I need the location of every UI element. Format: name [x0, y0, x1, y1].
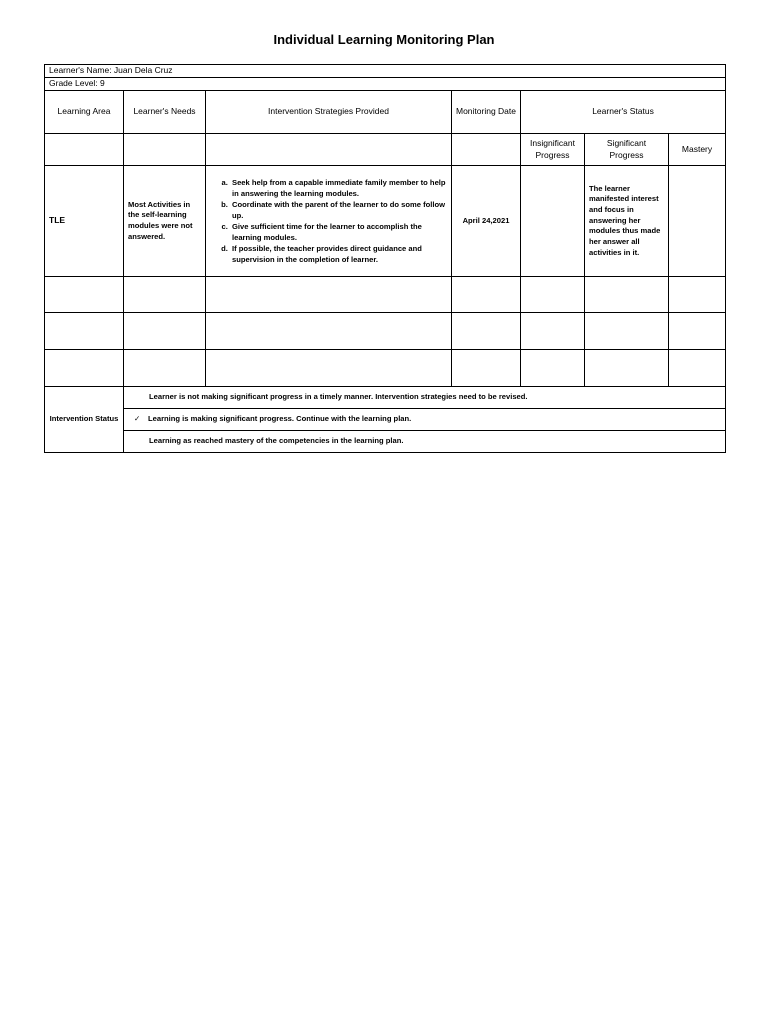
header-row — [45, 91, 726, 134]
strategies-list — [210, 177, 447, 265]
empty-cell — [45, 313, 124, 350]
subheader-empty-2 — [124, 134, 206, 166]
empty-cell — [45, 350, 124, 387]
monitoring-plan-table — [44, 64, 726, 453]
intervention-status-row — [45, 409, 726, 431]
empty-cell — [585, 277, 669, 313]
status-option-continue — [124, 409, 726, 431]
empty-cell — [124, 277, 206, 313]
subheader-empty-1 — [45, 134, 124, 166]
significant-cell: The learner manifested interest and focus in answering her modules thus made her answer all activities in it. — [585, 166, 669, 277]
page-title: Individual Learning Monitoring Plan — [273, 32, 495, 47]
status-option-continue-text: Learning is making significant progress. Continue with the learning plan. — [148, 414, 412, 424]
learner-name-row — [45, 65, 726, 78]
empty-cell — [124, 350, 206, 387]
list-item: d. If possible, the teacher provides direct guidance and supervision in the completion of learner. — [230, 243, 447, 265]
table-row — [45, 313, 726, 350]
intervention-status-label: Intervention Status — [45, 387, 124, 453]
header-monitoring-date: Monitoring Date — [452, 91, 521, 134]
empty-cell — [452, 313, 521, 350]
strategies-cell — [206, 166, 452, 277]
empty-cell — [45, 277, 124, 313]
empty-cell — [585, 313, 669, 350]
subheader-empty-4 — [452, 134, 521, 166]
empty-cell — [669, 313, 726, 350]
table-row — [45, 166, 726, 277]
empty-cell — [669, 350, 726, 387]
header-intervention: Intervention Strategies Provided — [206, 91, 452, 134]
empty-cell — [124, 313, 206, 350]
table-row — [45, 350, 726, 387]
list-item: a. Seek help from a capable immediate family member to help in answering the learning modules. — [230, 177, 447, 199]
subheader-row — [45, 134, 726, 166]
header-learning-area: Learning Area — [45, 91, 124, 134]
intervention-status-row — [45, 431, 726, 453]
header-insignificant: Insignificant Progress — [521, 134, 585, 166]
header-learners-status: Learner's Status — [521, 91, 726, 134]
subheader-empty-3 — [206, 134, 452, 166]
monitoring-date-cell: April 24,2021 — [452, 166, 521, 277]
insignificant-cell — [521, 166, 585, 277]
mastery-cell — [669, 166, 726, 277]
header-mastery: Mastery — [669, 134, 726, 166]
grade-level: Grade Level: 9 — [45, 78, 726, 91]
empty-cell — [669, 277, 726, 313]
learner-name: Learner's Name: Juan Dela Cruz — [45, 65, 726, 78]
status-option-mastery: Learning as reached mastery of the competencies in the learning plan. — [124, 431, 726, 453]
empty-cell — [206, 313, 452, 350]
empty-cell — [206, 350, 452, 387]
empty-cell — [585, 350, 669, 387]
empty-cell — [452, 350, 521, 387]
list-item: b. Coordinate with the parent of the learner to do some follow up. — [230, 199, 447, 221]
empty-cell — [521, 350, 585, 387]
intervention-status-row — [45, 387, 726, 409]
grade-level-row — [45, 78, 726, 91]
check-icon: ✓ — [134, 414, 141, 424]
learning-area-cell: TLE — [45, 166, 124, 277]
list-item: c. Give sufficient time for the learner to accomplish the learning modules. — [230, 221, 447, 243]
header-learners-needs: Learner's Needs — [124, 91, 206, 134]
empty-cell — [521, 313, 585, 350]
status-option-revise: Learner is not making significant progress in a timely manner. Intervention strategies need to be revised. — [124, 387, 726, 409]
empty-cell — [452, 277, 521, 313]
header-significant: Significant Progress — [585, 134, 669, 166]
table-row — [45, 277, 726, 313]
empty-cell — [521, 277, 585, 313]
empty-cell — [206, 277, 452, 313]
learners-needs-cell: Most Activities in the self-learning modules were not answered. — [124, 166, 206, 277]
